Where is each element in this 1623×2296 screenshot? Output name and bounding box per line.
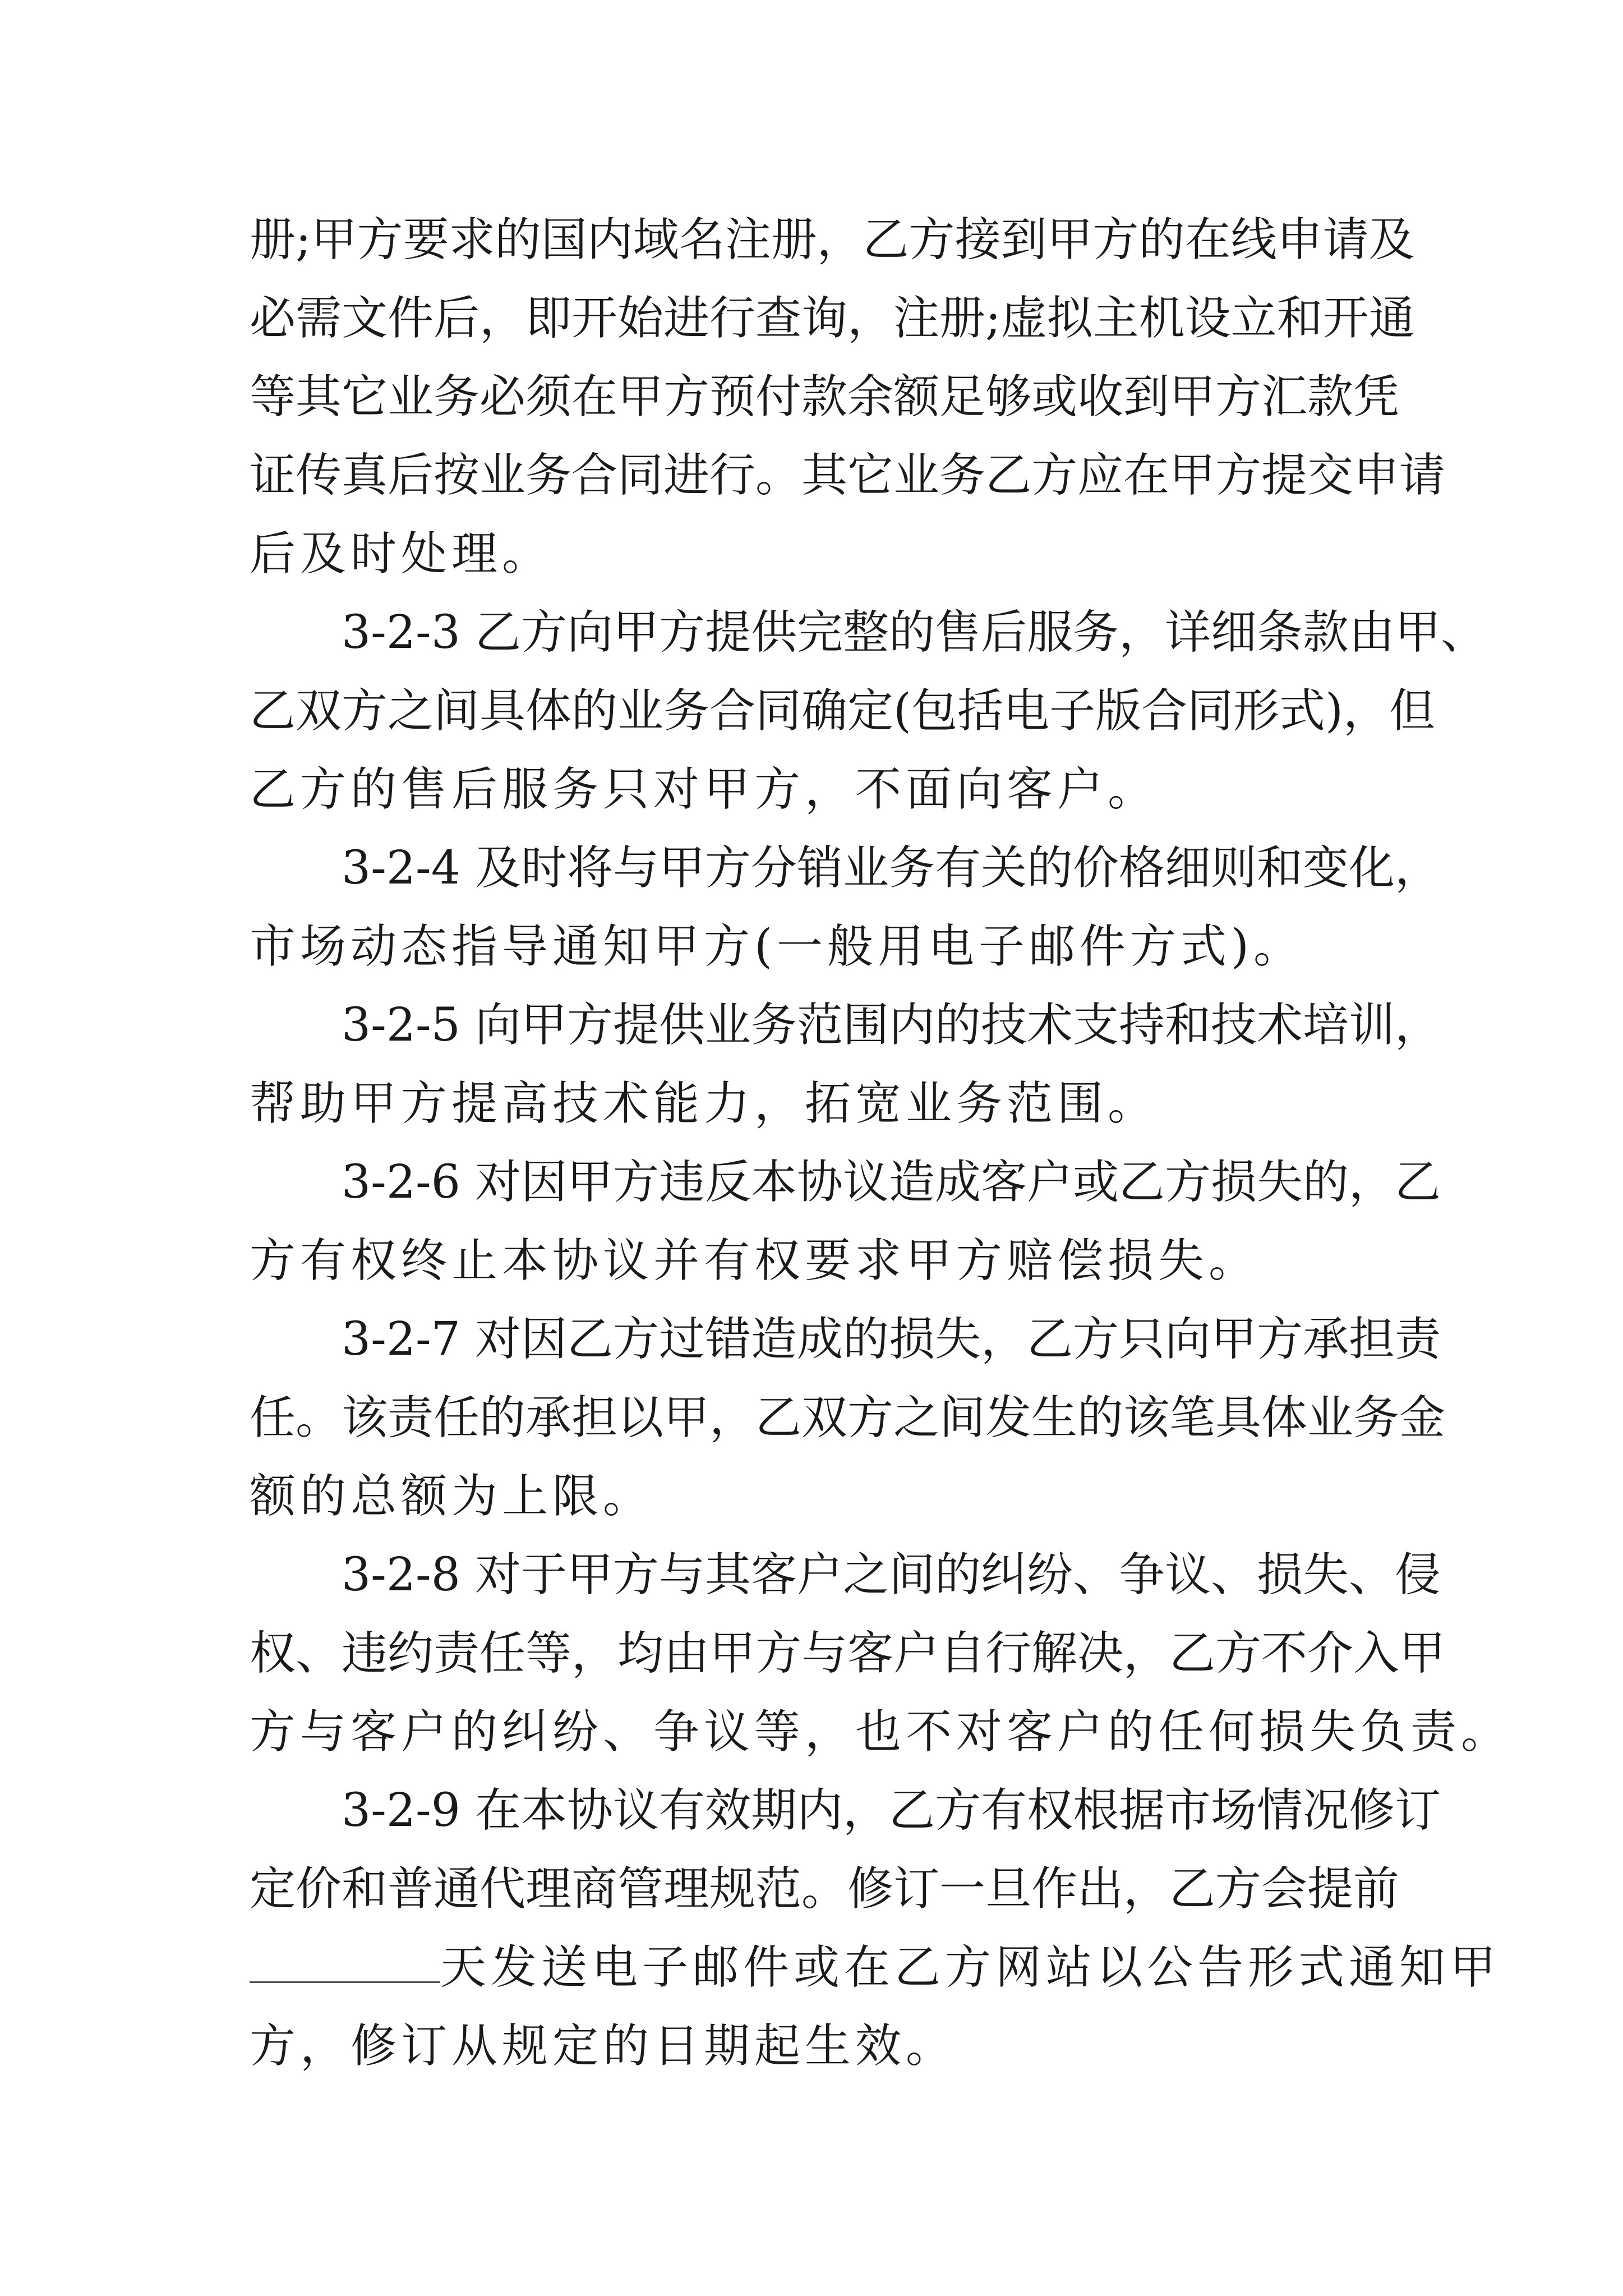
paragraph-3-2-7 — [250, 1300, 1446, 1536]
text-line: 市场动态指导通知甲方(一般用电子邮件方式)。 — [250, 920, 1304, 973]
document-page — [250, 201, 1512, 2086]
text-line: 3-2-8 对于甲方与其客户之间的纠纷、争议、损失、侵 — [342, 1548, 1441, 1602]
paragraph-3-2-9 — [250, 1772, 1501, 2086]
text-line: 任。该责任的承担以甲，乙双方之间发生的该笔具体业务金 — [250, 1391, 1446, 1444]
text-line: 3-2-9 在本协议有效期内，乙方有权根据市场情况修订 — [342, 1784, 1441, 1837]
paragraph-3-2-4 — [250, 829, 1441, 986]
paragraph-3-2-8 — [250, 1536, 1512, 1772]
fill-in-blank[interactable] — [250, 1942, 440, 1983]
text-line: 后及时处理。 — [250, 527, 553, 581]
text-line: 方与客户的纠纷、争议等，也不对客户的任何损失负责。 — [250, 1705, 1512, 1759]
text-line: 证传真后按业务合同进行。其它业务乙方应在甲方提交申请 — [250, 449, 1446, 502]
text-line: 方有权终止本协议并有权要求甲方赔偿损失。 — [250, 1234, 1260, 1287]
text-line: 等其它业务必须在甲方预付款余额足够或收到甲方汇款凭 — [250, 370, 1400, 424]
text-line: 3-2-3 乙方向甲方提供完整的售后服务，详细条款由甲、 — [342, 606, 1487, 659]
text-line: 册;甲方要求的国内域名注册，乙方接到甲方的在线申请及 — [250, 213, 1415, 266]
text-line-with-blank — [250, 1929, 1501, 2007]
paragraph-3-2-6 — [250, 1143, 1441, 1300]
text-line: 乙方的售后服务只对甲方，不面向客户。 — [250, 763, 1159, 816]
text-line: 乙双方之间具体的业务合同确定(包括电子版合同形式)，但 — [250, 684, 1435, 738]
paragraph-3-2-2-continuation — [250, 201, 1446, 593]
text-line: 方，修订从规定的日期起生效。 — [250, 2019, 957, 2073]
text-line: 权、违约责任等，均由甲方与客户自行解决，乙方不介入甲 — [250, 1627, 1446, 1680]
text-line: 定价和普通代理商管理规范。修订一旦作出，乙方会提前 — [250, 1862, 1400, 1916]
text-line: 额的总额为上限。 — [250, 1470, 654, 1523]
text-line: 3-2-5 向甲方提供业务范围内的技术支持和技术培训， — [342, 999, 1441, 1052]
paragraph-3-2-5 — [250, 986, 1441, 1143]
text-line: 3-2-4 及时将与甲方分销业务有关的价格细则和变化， — [342, 841, 1441, 895]
text-line: 3-2-7 对因乙方过错造成的损失，乙方只向甲方承担责 — [342, 1313, 1441, 1366]
text-line: 帮助甲方提高技术能力，拓宽业务范围。 — [250, 1077, 1159, 1130]
text-line: 必需文件后，即开始进行查询，注册;虚拟主机设立和开通 — [250, 292, 1415, 345]
paragraph-3-2-3 — [250, 593, 1487, 829]
text-after-blank: 天发送电子邮件或在乙方网站以公告形式通知甲 — [440, 1941, 1501, 1994]
text-line: 3-2-6 对因甲方违反本协议造成客户或乙方损失的，乙 — [342, 1156, 1441, 1209]
